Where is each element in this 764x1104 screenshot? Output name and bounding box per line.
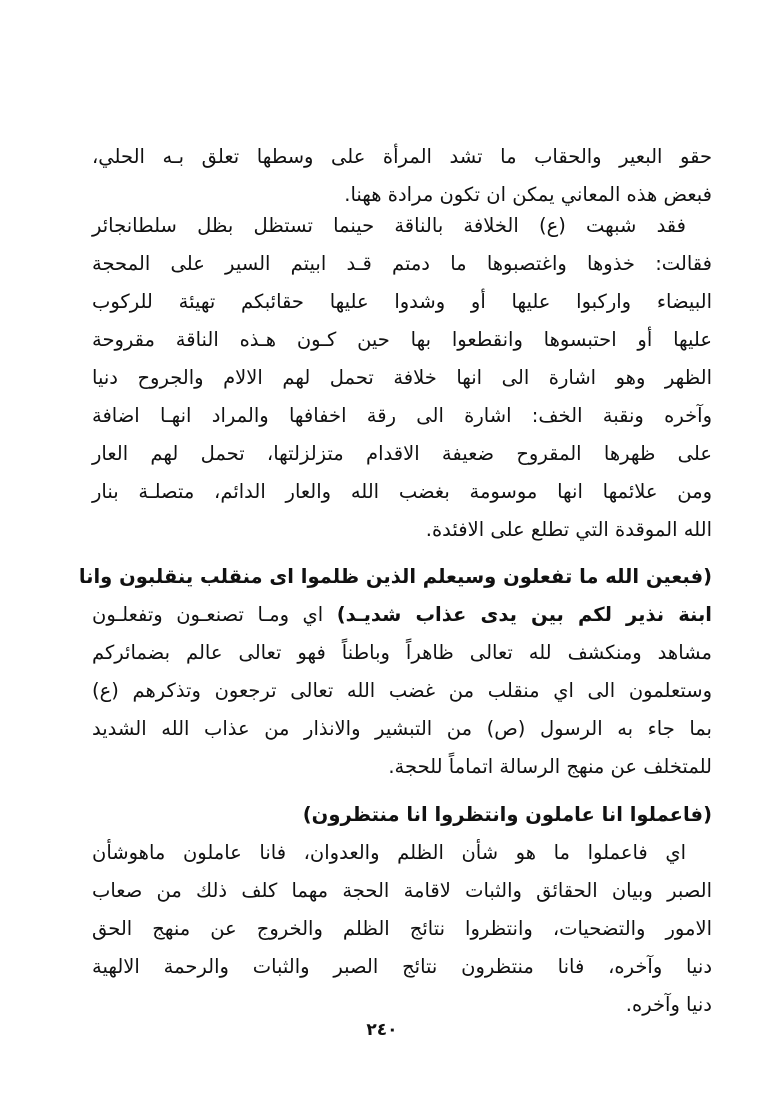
text-line: وستعلمون الى اي منقلب من غضب الله تعالى ترجعون وتذكرهم (ع) xyxy=(92,679,712,702)
text-line: فقد شبهت (ع) الخلافة بالناقة حينما تستظل بظل سلطانجائر xyxy=(92,214,686,237)
text-line: على ظهرها المقروح ضعيفة الاقدام متزلزلتها، تحمل لهم العار xyxy=(92,442,712,465)
text-line: البيضاء واركبوا عليها أو وشدوا عليها حقائبكم تهيئة للركوب xyxy=(92,290,712,313)
text-line: الصبر وبيان الحقائق والثبات لاقامة الحجة مهما كلف ذلك من صعاب xyxy=(92,879,712,902)
text-line xyxy=(92,596,712,634)
commentary-fragment: اي ومـا تصنعـون وتفعلـون xyxy=(92,603,337,626)
paragraph-2 xyxy=(92,207,712,549)
text-line: اي فاعملوا ما هو شأن الظلم والعدوان، فانا عاملون ماهوشأن xyxy=(92,841,686,864)
text-line: الله الموقدة التي تطلع على الافئدة. xyxy=(425,518,712,541)
text-line: ومن علائمها انها موسومة بغضب الله والعار الدائم، متصلـة بنار xyxy=(92,480,712,503)
text-line: الامور والتضحيات، وانتظروا نتائج الظلم والخروج عن منهج الحق xyxy=(92,917,712,940)
text-line: الظهر وهو اشارة الى انها خلافة تحمل لهم الالام والجروح دنيا xyxy=(92,366,712,389)
text-line: مشاهد ومنكشف لله تعالى ظاهراً وباطناً فهو تعالى عالم بضمائركم xyxy=(92,641,712,664)
quote-line: (فبعين الله ما تفعلون وسيعلم الذين ظلموا اى منقلب ينقلبون وانا xyxy=(78,565,712,588)
text-line: بما جاء به الرسول (ص) من التبشير والانذار من عذاب الله الشديد xyxy=(92,717,712,740)
text-line: دنيا وآخره، فانا منتظرون نتائج الصبر والثبات والرحمة الالهية xyxy=(92,955,712,978)
text-line: دنيا وآخره. xyxy=(625,993,712,1016)
quote-heading: (فاعملوا انا عاملون وانتظروا انا منتظرون) xyxy=(302,803,712,826)
text-line: عليها أو احتبسوها وانقطعوا بها حين كـون هـذه الناقة مقروحة xyxy=(92,328,712,351)
quote-fragment: ابنة نذير لكم بين يدى عذاب شديـد) xyxy=(336,603,712,626)
paragraph-4 xyxy=(92,796,712,1024)
text-line: وآخره ونقبة الخف: اشارة الى رقة اخفافها والمراد انهـا اضافة xyxy=(92,404,712,427)
text-line: حقو البعير والحقاب ما تشد المرأة على وسطها تعلق بـه الحلي، xyxy=(92,145,712,168)
text-line: للمتخلف عن منهج الرسالة اتماماً للحجة. xyxy=(388,755,712,778)
text-line: فبعض هذه المعاني يمكن ان تكون مرادة ههنا. xyxy=(344,183,712,206)
paragraph-3 xyxy=(78,558,712,786)
paragraph-1 xyxy=(92,138,712,214)
text-line: فقالت: خذوها واغتصبوها ما دمتم قـد ابيتم السير على المحجة xyxy=(92,252,712,275)
page-number: ٢٤٠ xyxy=(366,1020,398,1040)
